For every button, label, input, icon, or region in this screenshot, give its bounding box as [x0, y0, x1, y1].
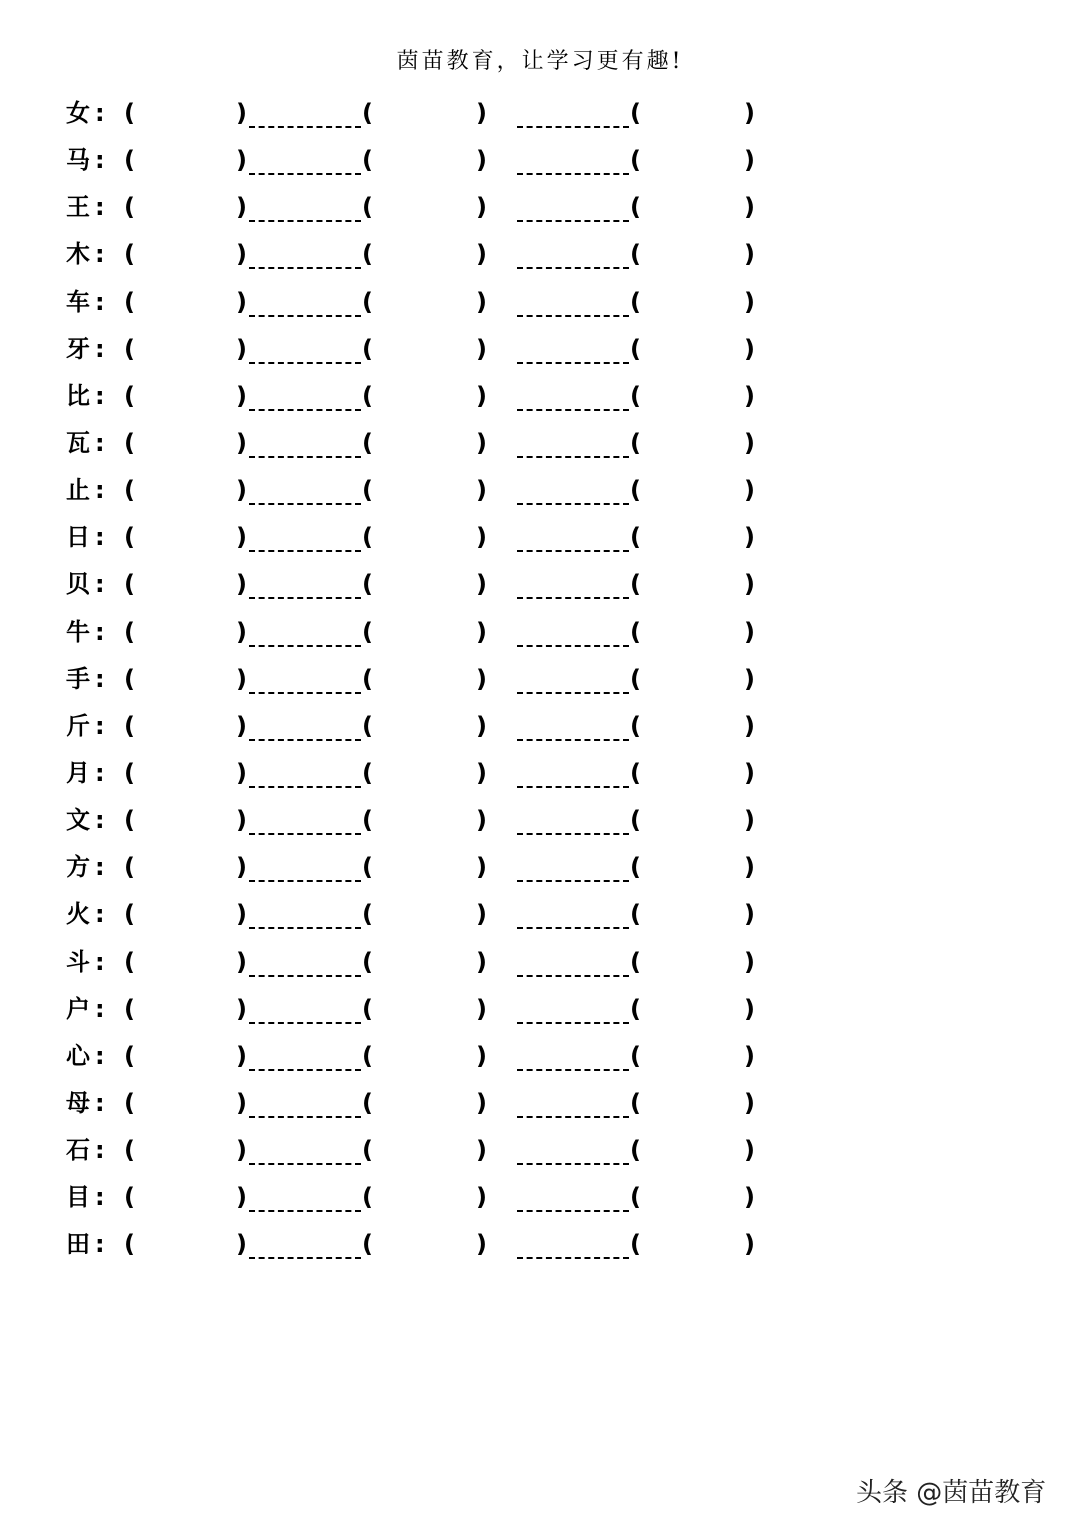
exercise-row — [0, 279, 1080, 326]
open-paren-2: ( — [362, 806, 373, 835]
close-paren-2: ) — [476, 617, 487, 646]
close-paren-3: ) — [744, 193, 755, 222]
close-paren-2: ) — [476, 193, 487, 222]
close-paren-3: ) — [744, 947, 755, 976]
close-paren-1: ) — [236, 617, 247, 646]
close-paren-3: ) — [744, 570, 755, 599]
open-paren-3: ( — [630, 99, 641, 127]
colon: : — [95, 99, 105, 127]
blank-line-1[interactable] — [249, 692, 361, 694]
blank-line-2[interactable] — [517, 692, 629, 694]
open-paren-1: ( — [124, 287, 135, 316]
close-paren-1: ) — [236, 1230, 247, 1259]
blank-line-2[interactable] — [517, 267, 629, 269]
blank-line-2[interactable] — [517, 1257, 629, 1259]
blank-line-1[interactable] — [249, 173, 361, 175]
open-paren-3: ( — [630, 806, 641, 835]
close-paren-3: ) — [744, 240, 755, 269]
blank-line-1[interactable] — [249, 833, 361, 835]
close-paren-3: ) — [744, 994, 755, 1023]
blank-line-1[interactable] — [249, 362, 361, 364]
blank-line-1[interactable] — [249, 456, 361, 458]
blank-line-2[interactable] — [517, 597, 629, 599]
open-paren-3: ( — [630, 853, 641, 882]
open-paren-1: ( — [124, 193, 135, 222]
close-paren-3: ) — [744, 428, 755, 457]
colon: : — [95, 617, 105, 646]
close-paren-3: ) — [744, 1230, 755, 1259]
open-paren-2: ( — [362, 853, 373, 882]
exercise-row — [0, 137, 1080, 184]
blank-line-2[interactable] — [517, 550, 629, 552]
blank-line-2[interactable] — [517, 786, 629, 788]
close-paren-3: ) — [744, 1041, 755, 1070]
radical-char: 斤 — [66, 711, 90, 740]
blank-line-2[interactable] — [517, 126, 629, 128]
open-paren-1: ( — [124, 381, 135, 410]
blank-line-2[interactable] — [517, 880, 629, 882]
close-paren-2: ) — [476, 1136, 487, 1165]
blank-line-1[interactable] — [249, 126, 361, 128]
open-paren-2: ( — [362, 523, 373, 552]
open-paren-3: ( — [630, 1136, 641, 1165]
blank-line-1[interactable] — [249, 1069, 361, 1071]
close-paren-2: ) — [476, 146, 487, 175]
watermark: 头条 @茵苗教育 — [856, 1478, 1047, 1508]
open-paren-2: ( — [362, 994, 373, 1023]
open-paren-2: ( — [362, 381, 373, 410]
open-paren-1: ( — [124, 240, 135, 269]
close-paren-1: ) — [236, 664, 247, 693]
close-paren-2: ) — [476, 1088, 487, 1117]
radical-char: 石 — [66, 1136, 90, 1165]
blank-line-1[interactable] — [249, 975, 361, 977]
blank-line-1[interactable] — [249, 1210, 361, 1212]
close-paren-2: ) — [476, 287, 487, 316]
blank-line-2[interactable] — [517, 1116, 629, 1118]
close-paren-1: ) — [236, 570, 247, 599]
exercise-row — [0, 231, 1080, 278]
blank-line-2[interactable] — [517, 833, 629, 835]
open-paren-3: ( — [630, 711, 641, 740]
blank-line-1[interactable] — [249, 739, 361, 741]
close-paren-1: ) — [236, 476, 247, 505]
blank-line-2[interactable] — [517, 315, 629, 317]
close-paren-2: ) — [476, 994, 487, 1023]
exercise-row — [0, 1221, 1080, 1268]
exercise-row — [0, 844, 1080, 891]
radical-char: 户 — [66, 994, 90, 1023]
open-paren-2: ( — [362, 1230, 373, 1259]
open-paren-3: ( — [630, 193, 641, 222]
radical-char: 火 — [66, 900, 90, 929]
exercise-row — [0, 373, 1080, 420]
radical-char: 牙 — [66, 334, 90, 363]
open-paren-1: ( — [124, 1183, 135, 1212]
close-paren-1: ) — [236, 1136, 247, 1165]
open-paren-1: ( — [124, 99, 135, 127]
page-title: 茵苗教育，让学习更有趣! — [396, 49, 684, 74]
open-paren-2: ( — [362, 570, 373, 599]
colon: : — [95, 1183, 105, 1212]
open-paren-3: ( — [630, 240, 641, 269]
colon: : — [95, 1136, 105, 1165]
open-paren-1: ( — [124, 1088, 135, 1117]
exercise-row — [0, 184, 1080, 231]
exercise-row — [0, 797, 1080, 844]
blank-line-1[interactable] — [249, 220, 361, 222]
close-paren-1: ) — [236, 806, 247, 835]
radical-char: 方 — [66, 853, 90, 882]
colon: : — [95, 1041, 105, 1070]
open-paren-3: ( — [630, 287, 641, 316]
close-paren-3: ) — [744, 853, 755, 882]
radical-char: 贝 — [66, 570, 90, 599]
blank-line-1[interactable] — [249, 880, 361, 882]
close-paren-1: ) — [236, 1088, 247, 1117]
blank-line-1[interactable] — [249, 1163, 361, 1165]
blank-line-2[interactable] — [517, 975, 629, 977]
open-paren-2: ( — [362, 1088, 373, 1117]
blank-line-2[interactable] — [517, 173, 629, 175]
open-paren-3: ( — [630, 617, 641, 646]
blank-line-1[interactable] — [249, 315, 361, 317]
exercise-row — [0, 1174, 1080, 1221]
open-paren-1: ( — [124, 994, 135, 1023]
open-paren-2: ( — [362, 476, 373, 505]
radical-char: 比 — [66, 381, 90, 410]
radical-char: 王 — [66, 193, 90, 222]
open-paren-3: ( — [630, 476, 641, 505]
blank-line-2[interactable] — [517, 456, 629, 458]
exercise-row — [0, 986, 1080, 1033]
blank-line-2[interactable] — [517, 1210, 629, 1212]
close-paren-2: ) — [476, 523, 487, 552]
close-paren-3: ) — [744, 381, 755, 410]
open-paren-1: ( — [124, 664, 135, 693]
colon: : — [95, 664, 105, 693]
close-paren-3: ) — [744, 664, 755, 693]
close-paren-1: ) — [236, 994, 247, 1023]
radical-char: 月 — [66, 758, 90, 787]
close-paren-2: ) — [476, 900, 487, 929]
blank-line-2[interactable] — [517, 739, 629, 741]
open-paren-1: ( — [124, 476, 135, 505]
close-paren-2: ) — [476, 99, 487, 127]
blank-line-1[interactable] — [249, 1022, 361, 1024]
close-paren-3: ) — [744, 476, 755, 505]
blank-line-1[interactable] — [249, 597, 361, 599]
open-paren-2: ( — [362, 334, 373, 363]
colon: : — [95, 900, 105, 929]
colon: : — [95, 428, 105, 457]
close-paren-3: ) — [744, 758, 755, 787]
colon: : — [95, 711, 105, 740]
blank-line-2[interactable] — [517, 645, 629, 647]
close-paren-2: ) — [476, 476, 487, 505]
exercise-row — [0, 514, 1080, 561]
open-paren-1: ( — [124, 570, 135, 599]
open-paren-1: ( — [124, 853, 135, 882]
exercise-row — [0, 1127, 1080, 1174]
close-paren-1: ) — [236, 428, 247, 457]
open-paren-1: ( — [124, 1041, 135, 1070]
open-paren-1: ( — [124, 428, 135, 457]
close-paren-2: ) — [476, 1041, 487, 1070]
blank-line-1[interactable] — [249, 267, 361, 269]
open-paren-3: ( — [630, 334, 641, 363]
open-paren-2: ( — [362, 146, 373, 175]
close-paren-3: ) — [744, 806, 755, 835]
colon: : — [95, 240, 105, 269]
exercise-row — [0, 750, 1080, 797]
open-paren-2: ( — [362, 287, 373, 316]
open-paren-2: ( — [362, 193, 373, 222]
close-paren-2: ) — [476, 664, 487, 693]
radical-char: 止 — [66, 476, 90, 505]
close-paren-3: ) — [744, 99, 755, 127]
open-paren-1: ( — [124, 758, 135, 787]
open-paren-3: ( — [630, 570, 641, 599]
blank-line-2[interactable] — [517, 220, 629, 222]
close-paren-1: ) — [236, 193, 247, 222]
open-paren-3: ( — [630, 1230, 641, 1259]
close-paren-2: ) — [476, 758, 487, 787]
open-paren-3: ( — [630, 1088, 641, 1117]
exercise-row — [0, 1033, 1080, 1080]
radical-char: 母 — [66, 1088, 90, 1117]
close-paren-2: ) — [476, 334, 487, 363]
open-paren-1: ( — [124, 711, 135, 740]
open-paren-1: ( — [124, 900, 135, 929]
colon: : — [95, 947, 105, 976]
blank-line-2[interactable] — [517, 362, 629, 364]
blank-line-1[interactable] — [249, 1257, 361, 1259]
blank-line-2[interactable] — [517, 927, 629, 929]
exercise-row — [0, 1080, 1080, 1127]
open-paren-3: ( — [630, 758, 641, 787]
exercise-row — [0, 609, 1080, 656]
exercise-row — [0, 656, 1080, 703]
close-paren-1: ) — [236, 900, 247, 929]
exercise-row — [0, 703, 1080, 750]
open-paren-3: ( — [630, 994, 641, 1023]
close-paren-2: ) — [476, 711, 487, 740]
close-paren-1: ) — [236, 287, 247, 316]
open-paren-1: ( — [124, 947, 135, 976]
open-paren-2: ( — [362, 240, 373, 269]
open-paren-2: ( — [362, 1183, 373, 1212]
exercise-row — [0, 467, 1080, 514]
close-paren-2: ) — [476, 853, 487, 882]
open-paren-3: ( — [630, 146, 641, 175]
blank-line-1[interactable] — [249, 503, 361, 505]
colon: : — [95, 570, 105, 599]
blank-line-2[interactable] — [517, 1022, 629, 1024]
close-paren-3: ) — [744, 1136, 755, 1165]
blank-line-1[interactable] — [249, 645, 361, 647]
colon: : — [95, 523, 105, 552]
blank-line-2[interactable] — [517, 503, 629, 505]
radical-char: 心 — [66, 1041, 90, 1070]
close-paren-1: ) — [236, 381, 247, 410]
exercise-row — [0, 326, 1080, 373]
open-paren-2: ( — [362, 758, 373, 787]
close-paren-1: ) — [236, 711, 247, 740]
radical-char: 目 — [66, 1183, 90, 1212]
open-paren-2: ( — [362, 711, 373, 740]
open-paren-2: ( — [362, 1136, 373, 1165]
close-paren-2: ) — [476, 240, 487, 269]
open-paren-1: ( — [124, 146, 135, 175]
exercise-row — [0, 891, 1080, 938]
close-paren-2: ) — [476, 1230, 487, 1259]
close-paren-3: ) — [744, 1088, 755, 1117]
close-paren-1: ) — [236, 758, 247, 787]
close-paren-2: ) — [476, 947, 487, 976]
colon: : — [95, 853, 105, 882]
open-paren-2: ( — [362, 99, 373, 127]
open-paren-3: ( — [630, 900, 641, 929]
open-paren-1: ( — [124, 523, 135, 552]
exercise-row — [0, 939, 1080, 986]
open-paren-3: ( — [630, 664, 641, 693]
close-paren-1: ) — [236, 947, 247, 976]
open-paren-3: ( — [630, 428, 641, 457]
colon: : — [95, 806, 105, 835]
open-paren-2: ( — [362, 1041, 373, 1070]
radical-char: 手 — [66, 664, 90, 693]
radical-char: 车 — [66, 287, 90, 316]
exercise-list — [0, 90, 1080, 1269]
close-paren-1: ) — [236, 523, 247, 552]
radical-char: 女 — [66, 99, 90, 127]
close-paren-2: ) — [476, 806, 487, 835]
close-paren-3: ) — [744, 287, 755, 316]
close-paren-1: ) — [236, 99, 247, 127]
colon: : — [95, 994, 105, 1023]
close-paren-3: ) — [744, 900, 755, 929]
close-paren-2: ) — [476, 570, 487, 599]
open-paren-1: ( — [124, 1230, 135, 1259]
blank-line-2[interactable] — [517, 1163, 629, 1165]
close-paren-3: ) — [744, 1183, 755, 1212]
open-paren-3: ( — [630, 947, 641, 976]
close-paren-1: ) — [236, 1041, 247, 1070]
close-paren-1: ) — [236, 1183, 247, 1212]
close-paren-3: ) — [744, 146, 755, 175]
open-paren-1: ( — [124, 1136, 135, 1165]
radical-char: 瓦 — [66, 428, 90, 457]
close-paren-2: ) — [476, 381, 487, 410]
open-paren-2: ( — [362, 664, 373, 693]
radical-char: 日 — [66, 523, 90, 552]
open-paren-2: ( — [362, 900, 373, 929]
blank-line-2[interactable] — [517, 409, 629, 411]
colon: : — [95, 476, 105, 505]
open-paren-3: ( — [630, 1183, 641, 1212]
radical-char: 牛 — [66, 617, 90, 646]
radical-char: 木 — [66, 240, 90, 269]
close-paren-3: ) — [744, 711, 755, 740]
close-paren-3: ) — [744, 334, 755, 363]
exercise-row — [0, 90, 1080, 137]
exercise-row — [0, 420, 1080, 467]
close-paren-3: ) — [744, 523, 755, 552]
radical-char: 文 — [66, 806, 90, 835]
blank-line-1[interactable] — [249, 1116, 361, 1118]
radical-char: 斗 — [66, 947, 90, 976]
close-paren-1: ) — [236, 853, 247, 882]
blank-line-1[interactable] — [249, 409, 361, 411]
open-paren-2: ( — [362, 428, 373, 457]
radical-char: 马 — [66, 146, 90, 175]
blank-line-2[interactable] — [517, 1069, 629, 1071]
exercise-row — [0, 561, 1080, 608]
close-paren-1: ) — [236, 240, 247, 269]
colon: : — [95, 381, 105, 410]
close-paren-2: ) — [476, 428, 487, 457]
open-paren-1: ( — [124, 334, 135, 363]
colon: : — [95, 1230, 105, 1259]
colon: : — [95, 193, 105, 222]
open-paren-1: ( — [124, 617, 135, 646]
close-paren-3: ) — [744, 617, 755, 646]
colon: : — [95, 287, 105, 316]
colon: : — [95, 1088, 105, 1117]
open-paren-1: ( — [124, 806, 135, 835]
blank-line-1[interactable] — [249, 786, 361, 788]
close-paren-1: ) — [236, 334, 247, 363]
blank-line-1[interactable] — [249, 550, 361, 552]
open-paren-3: ( — [630, 1041, 641, 1070]
open-paren-2: ( — [362, 947, 373, 976]
close-paren-1: ) — [236, 146, 247, 175]
close-paren-2: ) — [476, 1183, 487, 1212]
blank-line-1[interactable] — [249, 927, 361, 929]
radical-char: 田 — [66, 1230, 90, 1259]
colon: : — [95, 334, 105, 363]
colon: : — [95, 758, 105, 787]
open-paren-3: ( — [630, 523, 641, 552]
open-paren-2: ( — [362, 617, 373, 646]
colon: : — [95, 146, 105, 175]
open-paren-3: ( — [630, 381, 641, 410]
